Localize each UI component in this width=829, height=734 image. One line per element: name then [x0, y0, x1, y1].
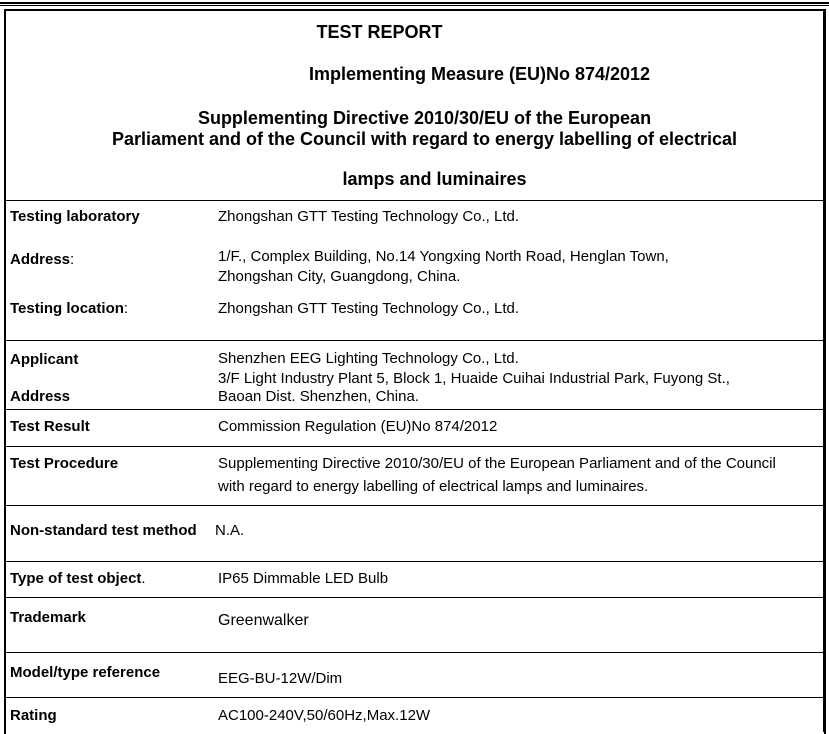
type-of-test-object-value: IP65 Dimmable LED Bulb	[218, 570, 389, 587]
testing-location-colon: :	[123, 300, 129, 317]
address-value-line-2: Zhongshan City, Guangdong, China.	[218, 268, 461, 285]
applicant-value: Shenzhen EEG Lighting Technology Co., Ltd.	[218, 350, 519, 367]
applicant-address-line-2: Baoan Dist. Shenzhen, China.	[218, 388, 419, 405]
address-label	[10, 251, 74, 268]
testing-location-label	[10, 300, 128, 317]
type-of-test-object-label	[10, 570, 146, 587]
testing-laboratory-label: Testing laboratory	[10, 208, 140, 225]
test-result-label: Test Result	[10, 418, 90, 435]
address-colon: :	[70, 251, 75, 268]
divider-type	[4, 597, 826, 598]
test-result-value: Commission Regulation (EU)No 874/2012	[218, 418, 498, 435]
testing-laboratory-value: Zhongshan GTT Testing Technology Co., Ltd.	[218, 208, 520, 225]
test-procedure-value-line-2: with regard to energy labelling of electrical lamps and luminaires.	[218, 478, 649, 495]
testing-location-value: Zhongshan GTT Testing Technology Co., Ltd.	[218, 300, 520, 317]
top-rule	[0, 2, 829, 4]
non-standard-method-label: Non-standard test method	[10, 522, 197, 539]
applicant-label: Applicant	[10, 351, 79, 368]
applicant-address-line-1: 3/F Light Industry Plant 5, Block 1, Huaide Cuihai Industrial Park, Fuyong St.,	[218, 370, 730, 387]
supplementing-line-1: Supplementing Directive 2010/30/EU of the European	[197, 108, 652, 128]
type-label-dot: .	[141, 570, 146, 587]
testing-location-label-text: Testing location	[10, 300, 124, 317]
supplementing-line-2: Parliament and of the Council with regard to energy labelling of electrical	[111, 129, 738, 149]
header-divider	[4, 200, 826, 201]
rating-value: AC100-240V,50/60Hz,Max.12W	[218, 707, 431, 724]
applicant-address-label: Address	[10, 388, 71, 405]
divider-non-standard	[4, 561, 826, 562]
model-type-reference-value: EEG-BU-12W/Dim	[218, 670, 343, 687]
trademark-value: Greenwalker	[218, 612, 309, 629]
divider-location	[4, 340, 826, 341]
rating-label: Rating	[10, 707, 57, 724]
trademark-label: Trademark	[10, 609, 86, 626]
report-title: TEST REPORT	[316, 22, 443, 42]
divider-model	[4, 697, 826, 698]
model-type-reference-label: Model/type reference	[10, 664, 161, 681]
test-procedure-value-line-1: Supplementing Directive 2010/30/EU of the European Parliament and of the Council	[218, 455, 776, 472]
divider-result	[4, 446, 826, 447]
address-label-text: Address	[10, 251, 71, 268]
test-procedure-label: Test Procedure	[10, 455, 119, 472]
type-label-text: Type of test object	[10, 570, 142, 587]
non-standard-method-value: N.A.	[215, 522, 245, 539]
address-value-line-1: 1/F., Complex Building, No.14 Yongxing North Road, Henglan Town,	[218, 248, 669, 265]
divider-applicant	[4, 409, 826, 410]
implementing-measure: Implementing Measure (EU)No 874/2012	[308, 64, 651, 84]
divider-procedure	[4, 505, 826, 506]
supplementing-line-3: lamps and luminaires	[342, 169, 527, 189]
divider-trademark	[4, 652, 826, 653]
top-rule-thin	[0, 5, 829, 6]
